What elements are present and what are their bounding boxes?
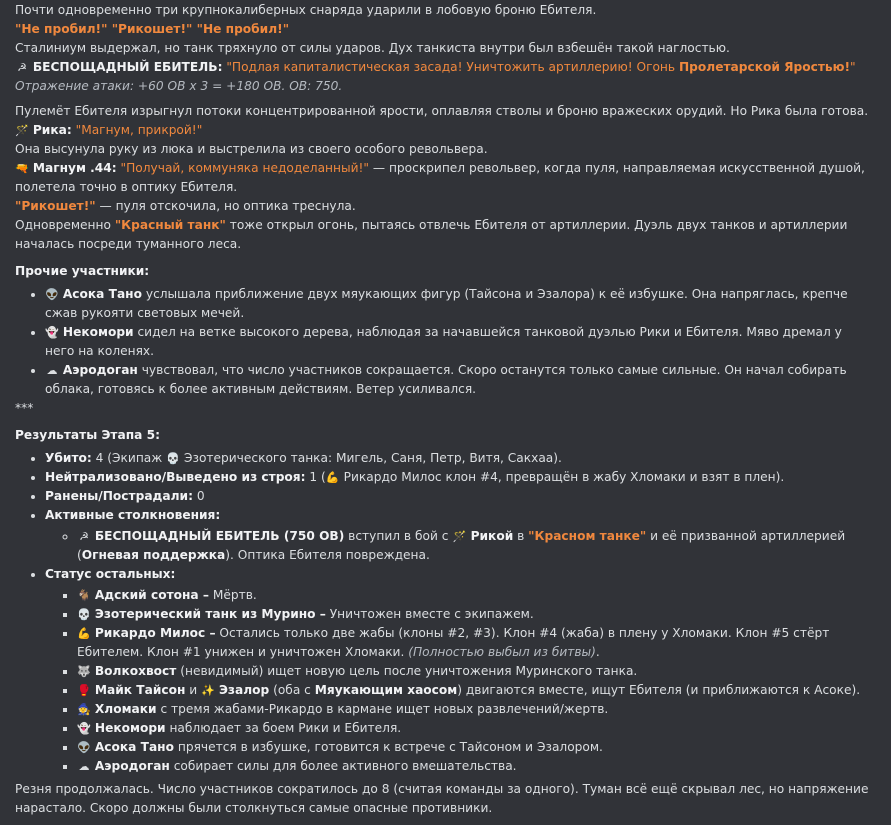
paragraph: Пулемёт Ебителя изрыгнул потоки концентрированной ярости, оплавляя стволы и броню вражеских орудий. Но Рика была готова. [15,104,869,118]
character-name: Рикой [466,529,514,543]
quote: "Красном танке" [528,529,647,543]
character-name: Хломаки [94,702,157,716]
paragraph [15,197,875,216]
character-name: Рикардо Милос – [94,626,216,640]
skull-icon: 💀 [77,608,91,621]
section-heading: Результаты Этапа 5: [15,428,160,442]
label: Ранены/Пострадали: [45,489,193,503]
muscle-icon: 💪 [77,627,91,640]
speaker-name: Магнум .44 [32,161,112,175]
text: Эзотерического танка: Мигель, Саня, Петр, Витя, Сакхаа). [180,451,562,465]
text: 4 (Экипаж [91,451,167,465]
list-item [45,449,875,468]
speaker-name: Рика [32,123,67,137]
quote-line: "Не пробил!" "Рикошет!" "Не пробил!" [15,22,290,36]
speaker-name: БЕСПОЩАДНЫЙ ЕБИТЕЛЬ [32,60,218,74]
separator: *** [15,401,34,415]
label: Убито: [45,451,92,465]
text: собирает силы для более активного вмешательства. [169,759,517,773]
paragraph: 🔫 Магнум .44: "Получай, коммуняка недоделанный!" — проскрипел револьвер, когда пуля, направляемая искусственной душой, полетела точно в оптику Ебителя. [15,161,865,194]
text: — проскрипел револьвер, когда пуля, направляемая искусственной душой, полетела точно в оптику Ебителя. [15,161,865,194]
text: прячется в избушке, готовится к встрече с Тайсоном и Эзалором. [173,740,603,754]
text: с тремя жабами-Рикардо в кармане ищет новых развлечений/жертв. [156,702,609,716]
list-item [77,738,875,757]
mage-icon: 🧙 [77,703,91,716]
status-list [45,586,875,776]
text: — пуля отскочила, но оптика треснула. [95,199,356,213]
paragraph: Сталиниум выдержал, но танк тряхнуло от силы ударов. Дух танкиста внутри был взбешён такой наглостью. [15,41,730,55]
character-name: БЕСПОЩАДНЫЙ ЕБИТЕЛЬ (750 ОВ) [94,529,345,543]
text: 0 [192,489,205,503]
character-name: Асока Тано [94,740,174,754]
wand-icon: 🪄 [15,124,29,137]
text: ). Оптика Ебителя повреждена. [225,548,430,562]
list-item [77,605,875,624]
text: и [185,683,202,697]
hammer-sickle-icon: ☭ [17,61,27,74]
bold-text: Мяукающим хаосом [314,683,458,697]
character-name: Некомори [62,325,134,339]
text: Остались только две жабы (клоны #2, #3). Клон #4 (жаба) в плену у Хломаки. Клон #5 стёрт Ебителем. Клон #1 унижен и уничтожен Хломаки. [77,626,830,659]
list-item [45,506,875,565]
alien-icon: 👽 [77,741,91,754]
character-name: Эзотерический танк из Мурино – [94,607,326,621]
results-list [15,449,875,776]
quote-bold: Пролетарской Яростью! [678,60,851,74]
character-name: Адский сотона – [94,588,209,602]
bold-text: Огневая поддержка [81,548,226,562]
ghost-icon: 👻 [77,722,91,735]
list-item [77,700,875,719]
quote: "Рикошет!" [15,199,96,213]
text: чувствовал, что число участников сокращается. Скоро останутся только самые сильные. Он начал собирать облака, готовясь к более активным действиям. Ветер усиливался. [45,363,847,396]
paragraph: Почти одновременно три крупнокалиберных снаряда ударили в лобовую броню Ебителя. [15,3,597,17]
paragraph [15,216,875,254]
clash-list [45,527,875,565]
list-item [45,361,875,399]
character-name: Аэродоган [62,363,138,377]
label: Статус остальных: [45,567,176,581]
character-name: Аэродоган [94,759,170,773]
list-item [45,468,875,487]
text: тоже открыл огонь, пытаясь отвлечь Ебителя от артиллерии. Дуэль двух танков и артиллерии началась посреди туманного леса. [15,218,848,251]
character-name: Майк Тайсон [94,683,186,697]
quote: "Получай, коммуняка недоделанный!" [120,161,370,175]
list-item [77,586,875,605]
text: Мёртв. [208,588,257,602]
alien-icon: 👽 [45,288,59,301]
muscle-icon: 💪 [325,471,340,484]
paragraph: Она высунула руку из люка и выстрелила из своего особого револьвера. [15,142,488,156]
skull-icon: 💀 [166,452,180,465]
hammer-sickle-icon: ☭ [79,530,89,543]
note: Отражение атаки: +60 ОВ x 3 = +180 ОВ. ОВ: 750. [15,79,343,93]
text: в [513,529,529,543]
list-item [45,323,875,361]
label: Нейтрализовано/Выведено из строя: [45,470,306,484]
sparkles-icon: ✨ [201,684,215,697]
ghost-icon: 👻 [45,326,59,339]
list-item: ▪ 💪 Рикардо Милос – Остались только две жабы (клоны #2, #3). Клон #4 (жаба) в плену у Хломаки. Клон #5 стёрт Ебителем. Клон #1 унижен и уничтожен Хломаки. (Полностью выбыл из битвы). [77,624,875,662]
cloud-icon: ☁ [46,364,58,377]
quote: "Подлая капиталистическая засада! Уничтожить артиллерию! Огонь [226,60,679,74]
text: 1 ( [305,470,326,484]
paragraph: ☭ БЕСПОЩАДНЫЙ ЕБИТЕЛЬ: "Подлая капиталистическая засада! Уничтожить артиллерию! Огонь Пролетарской Яростью!" Отражение атаки: +60 ОВ x 3 = +180 ОВ. ОВ: 750. [15,60,856,93]
character-name: Некомори [94,721,166,735]
text: наблюдает за боем Рики и Ебителя. [165,721,402,735]
goat-icon: 🐐 [77,589,91,602]
text: вступил в бой с [344,529,453,543]
paragraph: 🪄 Рика: "Магнум, прикрой!" [15,121,875,140]
text: (оба с [269,683,315,697]
text: сидел на ветке высокого дерева, наблюдая за начавшейся танковой дуэлью Рики и Ебителя. Мяво дремал у него на коленях. [45,325,842,358]
list-item [77,681,875,700]
text: Одновременно [15,218,115,232]
list-item [77,527,875,565]
note: (Полностью выбыл из битвы) [408,645,596,659]
wand-icon: 🪄 [452,530,467,543]
gun-icon: 🔫 [15,162,29,175]
text: услышала приближение двух мяукающих фигур (Тайсона и Эзалора) к её избушке. Она напряглась, крепче сжав рукояти световых мечей. [45,287,848,320]
quote: "Красный танк" [114,218,226,232]
quote: "Магнум, прикрой!" [75,123,203,137]
others-list [15,285,875,399]
text: и её призванной артиллерией ( [77,529,846,562]
character-name: Эзалор [218,683,270,697]
quote-end: " [850,60,856,74]
list-item [77,719,875,738]
text: Уничтожен вместе с экипажем. [325,607,534,621]
list-item [77,757,875,776]
text: Рикардо Милос клон #4, превращён в жабу Хломаки и взят в плен). [339,470,785,484]
label: Активные столкновения: [45,508,221,522]
wolf-icon: 🐺 [77,665,91,678]
text: (невидимый) ищет новую цель после уничтожения Муринского танка. [176,664,638,678]
list-item [45,285,875,323]
character-name: Асока Тано [62,287,142,301]
section-heading: Прочие участники: [15,264,150,278]
text: ) двигаются вместе, ищут Ебителя (и приближаются к Асоке). [457,683,861,697]
paragraph: Резня продолжалась. Число участников сократилось до 8 (считая команды за одного). Туман всё ещё скрывал лес, но напряжение нарастало. Скоро должны были столкнуться самые опасные противники. [15,782,869,815]
list-item [77,662,875,681]
list-item [45,565,875,776]
boxing-glove-icon: 🥊 [77,684,91,697]
character-name: Волкохвост [94,664,177,678]
cloud-icon: ☁ [78,760,90,773]
list-item [45,487,875,506]
